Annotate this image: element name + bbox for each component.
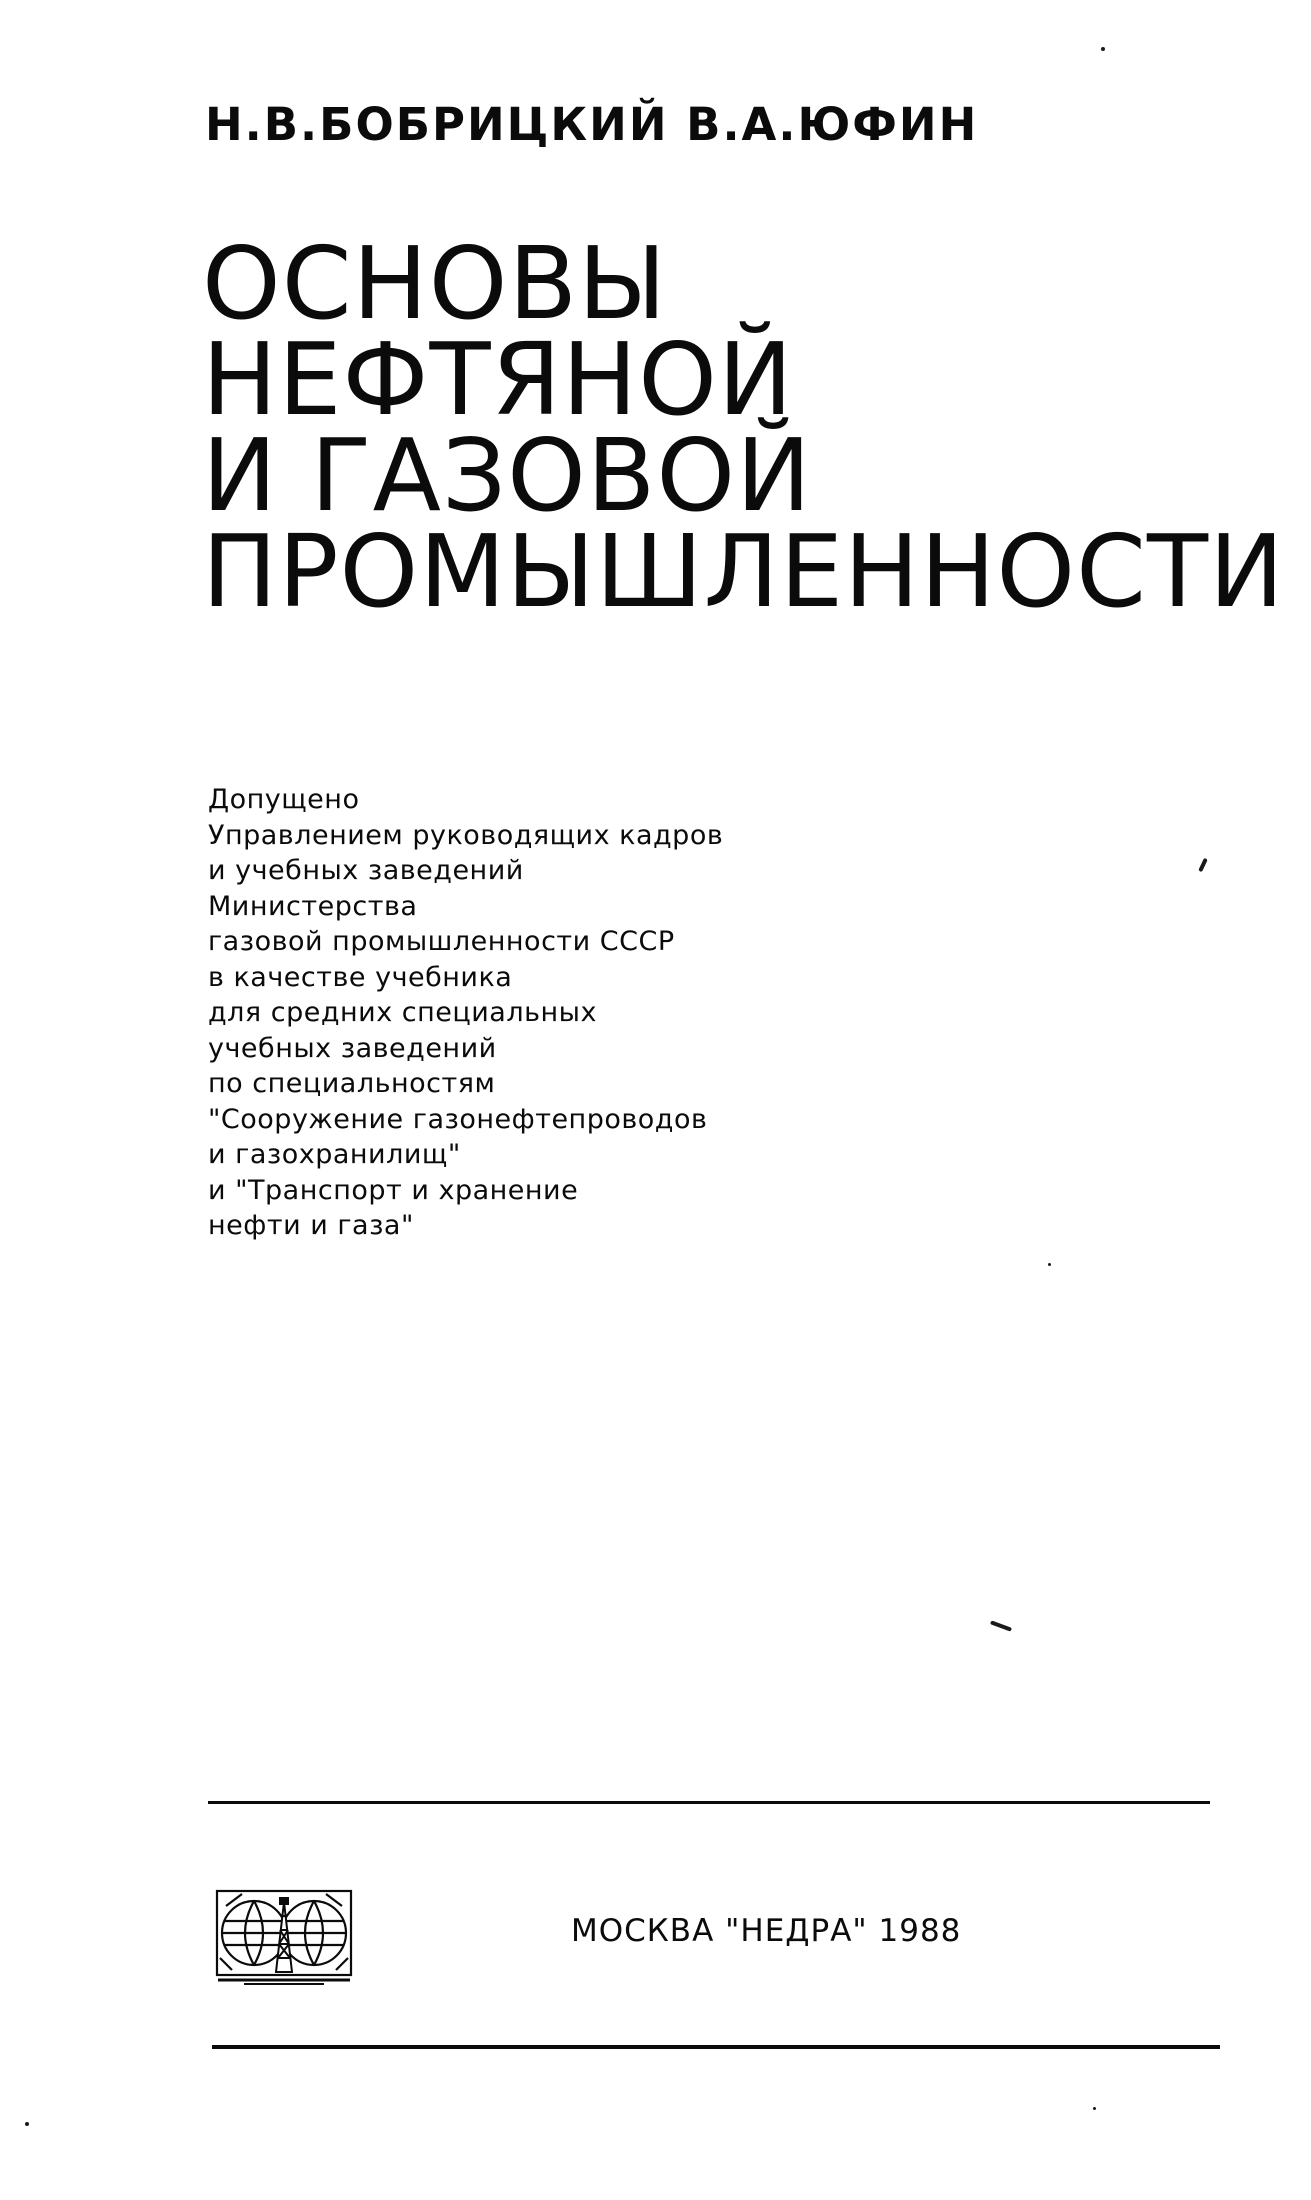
scan-speck xyxy=(1101,47,1105,51)
scan-speck xyxy=(25,2122,29,2126)
approval-line: и учебных заведений xyxy=(208,855,524,886)
approval-line: и газохранилищ" xyxy=(208,1139,461,1170)
approval-line: газовой промышленности СССР xyxy=(208,926,675,957)
globe-derrick-emblem-icon xyxy=(214,1888,354,1986)
top-divider xyxy=(208,1801,1210,1804)
approval-note xyxy=(208,782,723,1244)
approval-line: по специальностям xyxy=(208,1068,496,1099)
book-title xyxy=(202,225,1285,630)
scan-speck xyxy=(1198,858,1208,872)
approval-line: "Сооружение газонефтепроводов xyxy=(208,1103,708,1135)
approval-line: для средних специальных xyxy=(208,997,597,1028)
approval-line: Допущено xyxy=(208,784,360,815)
publisher-imprint: МОСКВА "НЕДРА" 1988 xyxy=(571,1913,962,1949)
authors: Н.В.БОБРИЦКИЙ В.А.ЮФИН xyxy=(205,98,979,151)
approval-line: и "Транспорт и хранение xyxy=(208,1174,579,1206)
approval-line: Управлением руководящих кадров xyxy=(208,819,724,851)
scan-speck xyxy=(1048,1263,1051,1266)
title-line: НЕФТЯНОЙ xyxy=(202,321,794,438)
title-line: И ГАЗОВОЙ xyxy=(202,417,812,534)
title-line: ПРОМЫШЛЕННОСТИ xyxy=(202,513,1285,630)
approval-line: нефти и газа" xyxy=(208,1210,414,1241)
title-line: ОСНОВЫ xyxy=(202,225,668,342)
approval-line: в качестве учебника xyxy=(208,961,513,993)
bottom-divider xyxy=(212,2045,1220,2049)
approval-line: учебных заведений xyxy=(208,1032,497,1064)
approval-line: Министерства xyxy=(208,890,418,922)
scan-speck xyxy=(990,1620,1012,1631)
scan-speck xyxy=(1093,2107,1096,2110)
